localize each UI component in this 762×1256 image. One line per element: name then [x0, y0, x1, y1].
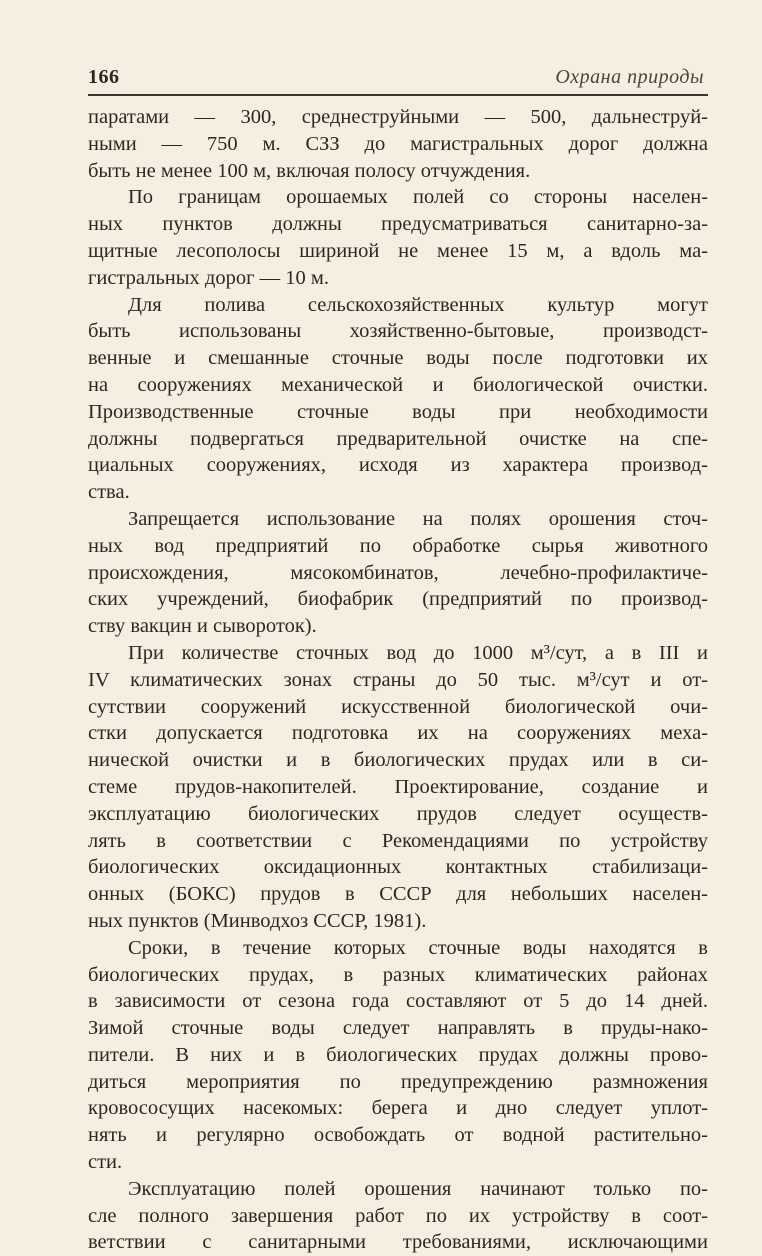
text-line: щитные лесополосы шириной не менее 15 м, а вдоль ма- [88, 239, 708, 262]
text-line: пители. В них и в биологических прудах должны прово- [88, 1043, 708, 1066]
text-line: IV климатических зонах страны до 50 тыс. м³/сут и от- [88, 668, 708, 691]
text-line: сти. [88, 1151, 123, 1174]
text-line: происхождения, мясокомбинатов, лечебно-профилактиче- [88, 561, 708, 584]
text-line: Запрещается использование на полях орошения сточ- [128, 507, 708, 530]
text-line: в зависимости от сезона года составляют от 5 до 14 дней. [88, 990, 708, 1013]
text-line: нической очистки и в биологических прудах или в си- [88, 749, 708, 772]
text-line: биологических прудах, в разных климатических районах [88, 963, 708, 986]
book-page [88, 60, 708, 1256]
text-line: Сроки, в течение которых сточные воды находятся в [128, 936, 708, 959]
text-line: Для полива сельскохозяйственных культур могут [128, 293, 708, 316]
text-line: нять и регулярно освобождать от водной растительно- [88, 1124, 708, 1147]
text-line: По границам орошаемых полей со стороны населен- [128, 186, 708, 209]
text-line: ными — 750 м. СЗЗ до магистральных дорог должна [88, 132, 708, 155]
text-line: эксплуатацию биологических прудов следует осуществ- [88, 802, 708, 825]
body-text [88, 104, 708, 1256]
text-line: быть не менее 100 м, включая полосу отчуждения. [88, 159, 531, 182]
text-line: Производственные сточные воды при необходимости [88, 400, 708, 423]
section-title: Охрана природы [555, 66, 704, 88]
text-line: быть использованы хозяйственно-бытовые, производст- [88, 320, 708, 343]
text-line: диться мероприятия по предупреждению размножения [88, 1070, 708, 1093]
text-line: стеме прудов-накопителей. Проектирование, создание и [88, 775, 708, 798]
text-line: ных вод предприятий по обработке сырья животного [88, 534, 708, 557]
text-line: ных пунктов (Минводхоз СССР, 1981). [88, 909, 427, 932]
text-line: При количестве сточных вод до 1000 м³/сут, а в III и [128, 641, 708, 664]
text-line: ству вакцин и сывороток). [88, 615, 317, 638]
text-line: Эксплуатацию полей орошения начинают только по- [128, 1177, 708, 1200]
text-line: паратами — 300, среднеструйными — 500, дальнеструй- [88, 106, 708, 128]
text-line: ветствии с санитарными требованиями, исключающими [88, 1231, 708, 1254]
text-line: сле полного завершения работ по их устройству в соот- [88, 1204, 708, 1227]
text-line: ных пунктов должны предусматриваться санитарно-за- [88, 213, 708, 236]
text-line: кровососущих насекомых: берега и дно следует уплот- [88, 1097, 708, 1120]
text-line: ских учреждений, биофабрик (предприятий по производ- [88, 588, 708, 611]
text-line: ства. [88, 481, 130, 504]
text-line: стки допускается подготовка их на сооружениях меха- [88, 722, 708, 745]
text-line: должны подвергаться предварительной очистке на спе- [88, 427, 708, 450]
text-line: циальных сооружениях, исходя из характера производ- [88, 454, 708, 477]
text-line: гистральных дорог — 10 м. [88, 266, 329, 289]
text-line: Зимой сточные воды следует направлять в пруды-нако- [88, 1017, 708, 1040]
page-number: 166 [88, 66, 120, 88]
text-line: венные и смешанные сточные воды после подготовки их [88, 347, 708, 370]
running-head [88, 60, 708, 96]
text-line: сутствии сооружений искусственной биологической очи- [88, 695, 708, 718]
text-line: лять в соответствии с Рекомендациями по устройству [88, 829, 708, 852]
text-line: онных (БОКС) прудов в СССР для небольших населен- [88, 883, 708, 906]
text-line: на сооружениях механической и биологической очистки. [88, 373, 708, 396]
text-line: биологических оксидационных контактных стабилизаци- [88, 856, 708, 879]
